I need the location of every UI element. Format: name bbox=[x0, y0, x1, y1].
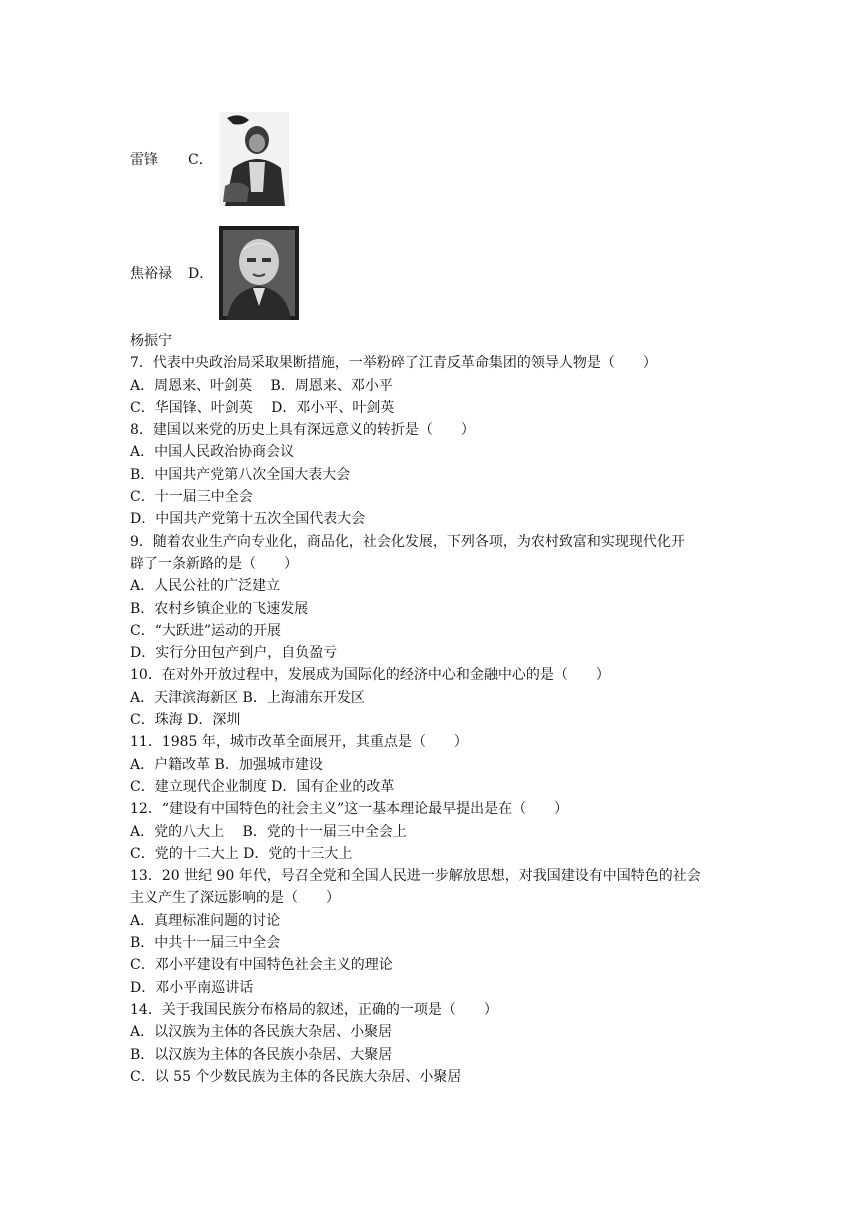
question-stem: 辟了一条新路的是（ ） bbox=[130, 555, 298, 572]
question-stem: 主义产生了深远影响的是（ ） bbox=[130, 890, 340, 907]
question-option: A．人民公社的广泛建立 bbox=[130, 578, 281, 595]
portrait-photo-d bbox=[219, 226, 299, 320]
question-option: A．户籍改革 B．加强城市建设 bbox=[130, 756, 323, 773]
question-9 bbox=[130, 531, 750, 665]
question-stem: 8．建国以来党的历史上具有深远意义的转折是（ ） bbox=[130, 422, 475, 439]
portrait-d-image bbox=[219, 226, 299, 320]
question-option: A．天津滨海新区 B．上海浦东开发区 bbox=[130, 689, 365, 706]
question-option: C．十一届三中全会 bbox=[130, 489, 253, 506]
question-stem: 14．关于我国民族分布格局的叙述，正确的一项是（ ） bbox=[130, 1001, 498, 1018]
question-option: C．党的十二大上 D．党的十三大上 bbox=[130, 845, 353, 862]
question-option: C．建立现代企业制度 D．国有企业的改革 bbox=[130, 778, 395, 795]
question-option: C．以 55 个少数民族为主体的各民族大杂居、小聚居 bbox=[130, 1068, 462, 1085]
question-list bbox=[130, 330, 750, 1088]
question-stem: 11．1985 年，城市改革全面展开，其重点是（ ） bbox=[130, 734, 468, 751]
option-row-d bbox=[130, 226, 299, 320]
portrait-photo-c bbox=[219, 112, 289, 206]
question-7 bbox=[130, 352, 750, 419]
question-option: B．以汉族为主体的各民族小杂居、大聚居 bbox=[130, 1046, 393, 1063]
question-option: A．周恩来、叶剑英 B．周恩来、邓小平 bbox=[130, 377, 393, 394]
question-option: D．实行分田包产到户，自负盈亏 bbox=[130, 645, 338, 662]
option-b-name: 雷锋 bbox=[130, 152, 158, 168]
question-option: A．党的八大上 B．党的十一届三中全会上 bbox=[130, 823, 407, 840]
option-row-c bbox=[130, 112, 289, 206]
question-stem: 9．随着农业生产向专业化，商品化，社会化发展，下列各项，为农村致富和实现现代化开 bbox=[130, 533, 685, 550]
question-option: C．华国锋、叶剑英 D．邓小平、叶剑英 bbox=[130, 399, 395, 416]
question-stem: 7．代表中央政治局采取果断措施，一举粉碎了江青反革命集团的领导人物是（ ） bbox=[130, 355, 657, 372]
question-8 bbox=[130, 419, 750, 530]
question-10 bbox=[130, 664, 750, 731]
question-option: A．以汉族为主体的各民族大杂居、小聚居 bbox=[130, 1024, 393, 1041]
question-option: B．农村乡镇企业的飞速发展 bbox=[130, 600, 309, 617]
question-option: C．“大跃进”运动的开展 bbox=[130, 622, 282, 639]
question-14 bbox=[130, 999, 750, 1088]
question-option: B．中国共产党第八次全国大表大会 bbox=[130, 466, 351, 483]
question-11 bbox=[130, 731, 750, 798]
option-c-letter: C． bbox=[188, 152, 213, 168]
question-option: B．中共十一届三中全会 bbox=[130, 935, 281, 952]
portrait-c-image bbox=[219, 112, 289, 206]
option-d-letter: D． bbox=[188, 266, 214, 282]
option-c-name: 焦裕禄 bbox=[130, 266, 172, 282]
option-d-name: 杨振宁 bbox=[130, 333, 172, 349]
question-option: A．中国人民政治协商会议 bbox=[130, 444, 295, 461]
question-option: C．邓小平建设有中国特色社会主义的理论 bbox=[130, 957, 393, 974]
question-option: C．珠海 D．深圳 bbox=[130, 712, 241, 729]
question-option: A．真理标准问题的讨论 bbox=[130, 912, 281, 929]
question-12 bbox=[130, 798, 750, 865]
question-13 bbox=[130, 865, 750, 999]
question-stem: 12．“建设有中国特色的社会主义”这一基本理论最早提出是在（ ） bbox=[130, 801, 569, 818]
question-stem: 10．在对外开放过程中，发展成为国际化的经济中心和金融中心的是（ ） bbox=[130, 667, 610, 684]
question-option: D．邓小平南巡讲话 bbox=[130, 979, 254, 996]
question-option: D．中国共产党第十五次全国代表大会 bbox=[130, 511, 366, 528]
question-stem: 13．20 世纪 90 年代，号召全党和全国人民进一步解放思想，对我国建设有中国特色的社会 bbox=[130, 868, 701, 885]
